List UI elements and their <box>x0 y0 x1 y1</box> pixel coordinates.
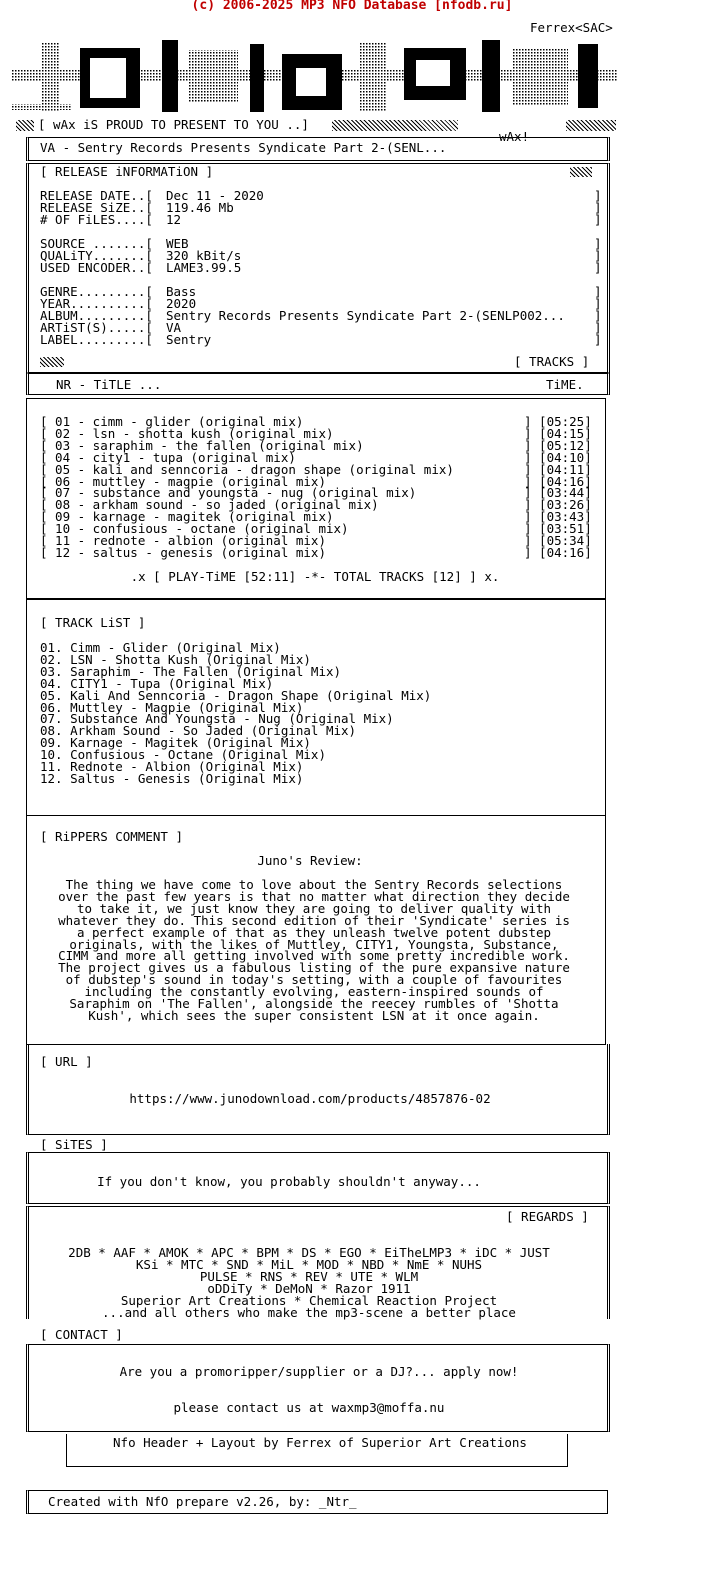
track-row: [ 12 - saltus - genesis (original mix) <box>40 544 326 560</box>
track-time: ] [04:11] <box>524 461 592 477</box>
info-label: ALBUM.........[ <box>40 308 153 323</box>
regards-line: ...and all others who make the mp3-scene a better place <box>102 1304 516 1320</box>
tracklist-item: 09. Karnage - Magitek (Original Mix) <box>40 735 311 751</box>
rippers-heading: [ RiPPERS COMMENT ] <box>40 829 183 844</box>
info-value: 119.46 Mb <box>166 200 234 215</box>
release-url[interactable]: https://www.junodownload.com/products/4857876-02 <box>129 1091 491 1106</box>
track-row: [ 02 - lsn - shotta kush (original mix) <box>40 425 334 441</box>
wax-logo <box>12 34 618 118</box>
tracklist-item: 01. Cimm - Glider (Original Mix) <box>40 640 281 655</box>
track-row: [ 07 - substance and youngsta - nug (original mix) <box>40 485 417 501</box>
info-bracket: ] <box>594 200 602 215</box>
tracklist-item: 12. Saltus - Genesis (Original Mix) <box>40 770 304 786</box>
info-label: RELEASE DATE..[ <box>40 188 153 203</box>
review-line: CIMM and more all getting involved with some pretty incredible work. <box>58 948 570 964</box>
review-line: including the constantly evolving, eastern-inspired sounds of <box>84 984 544 1000</box>
info-value: Bass <box>166 284 197 299</box>
tracklist-item: 07. Substance And Youngsta - Nug (Original Mix) <box>40 711 394 727</box>
review-line: Kush', which sees the super consistent LSN at it once again. <box>88 1007 540 1023</box>
info-bracket: ] <box>594 248 602 263</box>
review-line: of dubstep's sound in today's setting, with a couple of favourites <box>65 972 563 988</box>
tracklist-item: 06. Muttley - Magpie (Original Mix) <box>40 699 304 715</box>
tracklist-item: 11. Rednote - Albion (Original Mix) <box>40 759 304 774</box>
review-line: over the past few years is that no matter what direction they decide <box>58 888 570 904</box>
info-value: 320 kBit/s <box>166 248 242 263</box>
track-row: [ 05 - kali and senncoria - dragon shape (original mix) <box>40 461 454 477</box>
sites-text: If you don't know, you probably shouldn't anyway... <box>97 1174 481 1189</box>
info-bracket: ] <box>594 332 602 347</box>
info-value: LAME3.99.5 <box>166 260 242 275</box>
col-nr-title: NR - TiTLE ... <box>56 377 162 392</box>
track-row: [ 06 - muttley - magpie (original mix) <box>40 473 326 489</box>
track-row: [ 09 - karnage - magitek (original mix) <box>40 509 334 525</box>
info-value: 12 <box>166 212 182 227</box>
sites-heading: [ SiTES ] <box>40 1137 108 1152</box>
regards-line: PULSE * RNS * REV * UTE * WLM <box>199 1268 419 1284</box>
playtime-summary: .x [ PLAY-TiME [52:11] -*- TOTAL TRACKS [12] ] x. <box>130 569 500 584</box>
review-line: whatever they do. This second edition of their 'Syndicate' series is <box>58 912 570 928</box>
footer-credit: Nfo Header + Layout by Ferrex of Superior Art Creations <box>113 1435 527 1450</box>
track-time: ] [03:26] <box>524 497 592 513</box>
review-line: originals, with the likes of Muttley, CITY1, Youngsta, Substance, <box>69 936 559 952</box>
wax-tag: wAx! <box>499 129 530 144</box>
track-row: [ 08 - arkham sound - so jaded (original mix) <box>40 497 379 513</box>
review-line: to take it, we just know they are going to deliver quality with <box>76 900 552 916</box>
track-row: [ 03 - saraphim - the fallen (original mix) <box>40 437 364 453</box>
tracklist-item: 04. CITY1 - Tupa (Original Mix) <box>40 675 274 691</box>
info-bracket: ] <box>594 308 602 323</box>
tracklist-item: 02. LSN - Shotta Kush (Original Mix) <box>40 651 311 667</box>
site-credit: (c) 2006-2025 MP3 NFO Database [nfodb.ru] <box>191 0 513 13</box>
tracklist-item: 08. Arkham Sound - So Jaded (Original Mix) <box>40 723 357 739</box>
review-title: Juno's Review: <box>257 853 363 868</box>
info-label: YEAR..........[ <box>40 296 153 311</box>
review-line: The thing we have come to love about the Sentry Records selections <box>65 877 563 892</box>
info-value: Sentry <box>166 332 212 347</box>
info-label: LABEL.........[ <box>40 332 153 347</box>
track-time: ] [03:44] <box>524 485 592 501</box>
contact-box <box>26 1344 610 1432</box>
regards-heading: [ REGARDS ] <box>506 1209 589 1224</box>
track-time: ] [04:16] <box>524 473 592 489</box>
info-label: ARTiST(S).....[ <box>40 320 153 335</box>
release-info-heading: [ RELEASE iNFORMATiON ] <box>40 164 214 179</box>
regards-line: oDDiTy * DeMoN * Razor 1911 <box>207 1280 411 1296</box>
info-value: VA <box>166 320 182 335</box>
track-time: ] [04:10] <box>524 449 592 465</box>
release-title: VA - Sentry Records Presents Syndicate Part 2-(SENL... <box>40 140 447 155</box>
info-label: # OF FiLES....[ <box>40 212 153 227</box>
url-heading: [ URL ] <box>40 1054 93 1069</box>
track-row: [ 11 - rednote - albion (original mix) <box>40 533 326 548</box>
track-time: ] [03:43] <box>524 509 592 525</box>
info-label: GENRE.........[ <box>40 284 153 299</box>
track-row: [ 10 - confusious - octane (original mix) <box>40 521 349 537</box>
info-bracket: ] <box>594 296 602 311</box>
contact-line-1: Are you a promoripper/supplier or a DJ?... apply now! <box>119 1364 519 1379</box>
tracklist-item: 10. Confusious - Octane (Original Mix) <box>40 747 326 763</box>
tracklist-heading: [ TRACK LiST ] <box>40 615 146 630</box>
track-time: ] [04:15] <box>524 425 592 441</box>
info-value: WEB <box>166 236 189 251</box>
track-time: ] [05:25] <box>524 414 592 429</box>
contact-line-2[interactable]: please contact us at waxmp3@moffa.nu <box>173 1400 445 1415</box>
track-time: ] [05:34] <box>524 533 592 548</box>
tracklist-item: 05. Kali And Senncoria - Dragon Shape (Original Mix) <box>40 687 432 703</box>
regards-line: KSi * MTC * SND * MiL * MOD * NBD * NmE * NUHS <box>135 1256 483 1272</box>
info-value: Sentry Records Presents Syndicate Part 2-(SENLP002... <box>166 308 565 323</box>
info-label: SOURCE .......[ <box>40 236 153 251</box>
track-row: [ 01 - cimm - glider (original mix) <box>40 414 304 429</box>
info-label: QUALiTY.......[ <box>40 248 153 263</box>
info-label: USED ENCODER..[ <box>40 260 153 275</box>
contact-heading: [ CONTACT ] <box>40 1327 123 1342</box>
info-bracket: ] <box>594 320 602 335</box>
track-row: [ 04 - city1 - tupa (original mix) <box>40 449 296 465</box>
col-time: TiME. <box>546 377 584 392</box>
created-with: Created with NfO prepare v2.26, by: _Ntr_ <box>48 1494 357 1509</box>
review-line: a perfect example of that as they unleash twelve potent dubstep <box>76 924 552 940</box>
regards-line: Superior Art Creations * Chemical Reaction Project <box>120 1292 498 1308</box>
info-bracket: ] <box>594 212 602 227</box>
info-value: 2020 <box>166 296 197 311</box>
info-bracket: ] <box>594 236 602 251</box>
review-line: Saraphim on 'The Fallen', alongside the reecey rumbles of 'Shotta <box>69 996 559 1011</box>
artist-tag: Ferrex<SAC> <box>530 20 613 35</box>
present-banner: [ wAx iS PROUD TO PRESENT TO YOU ..] <box>38 117 309 132</box>
info-bracket: ] <box>594 284 602 299</box>
track-time: ] [03:51] <box>524 521 592 537</box>
review-line: The project gives us a fabulous listing of the pure expansive nature <box>58 960 570 976</box>
url-box <box>26 1044 610 1135</box>
regards-line: 2DB * AAF * AMOK * APC * BPM * DS * EGO * EiTheLMP3 * iDC * JUST <box>68 1245 550 1260</box>
info-bracket: ] <box>594 260 602 275</box>
info-bracket: ] <box>594 188 602 203</box>
track-time: ] [05:12] <box>524 437 592 453</box>
info-value: Dec 11 - 2020 <box>166 188 264 203</box>
tracks-heading: [ TRACKS ] <box>514 354 590 369</box>
tracklist-item: 03. Saraphim - The Fallen (Original Mix) <box>40 663 342 679</box>
info-label: RELEASE SiZE..[ <box>40 200 153 215</box>
track-time: ] [04:16] <box>524 544 592 560</box>
